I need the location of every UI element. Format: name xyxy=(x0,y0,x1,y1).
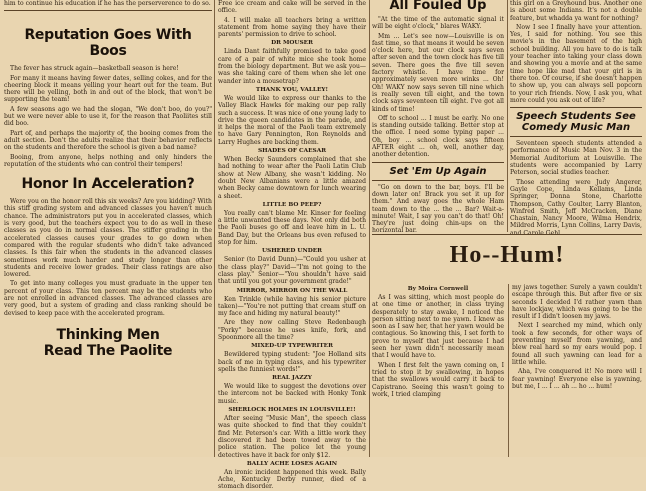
gossip-item xyxy=(218,40,366,84)
gossip-item xyxy=(218,461,366,491)
item-text: Senior (to David Dunn)—"Could you usher at the class play?" David—"I'm not going to the class play." Senior—"You shouldn't have said that until you got your government grade!" xyxy=(218,256,366,286)
item-subhead: SHERLOCK HOLMES IN LOUISVILLE!! xyxy=(228,407,356,414)
column-rule xyxy=(369,0,370,457)
paragraph: To get into many colleges you must graduate in the upper ten percent of your class. This ten percent may be the students who are not enrolled in advanced classes. The advanced classes are very good, but a system of grading and class ranking should be devised to keep pace with the accelerated program. xyxy=(4,280,212,317)
top-fragment: Free ice cream and cake will be served in the office. xyxy=(218,0,366,15)
item-subhead: LITTLE BO PEEP? xyxy=(262,201,322,208)
gossip-item xyxy=(218,202,366,246)
item-subhead: MIRROR, MIRROR ON THE WALL xyxy=(236,287,348,294)
gossip-item xyxy=(218,288,366,318)
divider xyxy=(372,234,642,235)
item-text: We would like to suggest the devotions over the intercom not be backed with Honky Tonk music. xyxy=(218,383,366,405)
column-rule xyxy=(507,0,508,232)
paragraph: "Go on down to the bar, boys. I'll be down later on! Brack you set it up for them." And away goes the whole Ham team down to the ... the ... Bar? Wait-a-minute! Wait, I say you can't do that! Oh! They're just doing chin-ups on the horizontal bar. xyxy=(372,183,504,235)
gossip-item xyxy=(218,343,366,373)
headline-honor: Honor In Acceleration? xyxy=(21,176,195,193)
top-fragment: him to continue his education if he has the perserverence to do so. xyxy=(4,0,211,7)
divider xyxy=(372,180,504,181)
headline-thinking-men: Thinking Men Read The Paolite xyxy=(43,326,173,359)
paragraph: Seventeen speech students attended a performance of Music Man Nov. 3 in the Memorial Auditorium at Louisville. The students were accompanied by Larry Peterson, social studies teacher. xyxy=(510,140,642,177)
item-text: Linda Dant faithfully promised to take good care of a pair of white mice she took home from the biology department. But we ask you—was she taking care of them when she let one wander into a mousetrap? xyxy=(218,48,366,85)
paragraph: Next I searched my mind, which only took a few seconds, for other ways of preventing myself from yawning, and blew real hard so my ears would pop. I found all such yawning can lead for a little while. xyxy=(512,322,642,366)
headline-speech-students: Speech Students See Comedy Music Man xyxy=(516,111,636,134)
item-text: After seeing "Music Man", the speech class was quite shocked to find that they couldn't find Mr. Peterson's car. With a little work they discovered it had been towed away to the police station. The police let the young detectives have it back for only $12. xyxy=(218,415,366,459)
column-rule xyxy=(214,0,215,457)
paragraph: For many it means having fewer dates, selling cokes, and for the cheering block it means yelling your heart out for the team. But there will be yelling, both in and out of the block, that won't be supporting the team! xyxy=(4,74,212,104)
item-subhead: SHADES OF CAESAR xyxy=(257,148,327,155)
article-reputation xyxy=(4,65,212,168)
divider xyxy=(4,10,212,11)
item-text: When Becky Saunders complained that she had nothing to wear after the Paoli Latin Club show at New Albany, she wasn't kidding. No doubt New Albanians were a little amazed when Becky came downtown for lunch wearing a sheet. xyxy=(218,156,366,200)
item-subhead: MIXED-UP TYPEWRITER xyxy=(251,343,333,350)
ho-hum-right xyxy=(512,284,642,392)
headline-fouled-up: All Fouled Up xyxy=(389,0,487,13)
paragraph: Those attending were Judy Angerer, Gayle Cope, Linda Kellams, Linda Springer, Donna Stone, Charlotte Thompson, Cathy Coulter, Larry Blanton, Winfred Smith, Jeff McCracken, Diane Chastain, Nancy Moore, Wilma Hendrix, Mildred Morris, Lynn Collins, Larry Davis, xyxy=(510,178,642,230)
divider xyxy=(510,107,642,108)
paragraph: Part of, and perhaps the majority of, the booing comes from the adult section. Don't the adults realize that their behavior reflects on the students and therefore the school is given a bad name? xyxy=(4,129,212,152)
gossip-item xyxy=(218,319,366,341)
paragraph: Booing, from anyone, helps nothing and only hinders the reputation of the students who can control their tempers! xyxy=(4,153,212,168)
column-editorials xyxy=(4,0,212,359)
item-text: We would like to express our thanks to the Valley Black Hawks for making our pep rally such a success. It was nice of one young lady to drive the queen candidates in the parade, and it helps the moral of the Paoli team extremely to have Gary Pennington, Ron Reynolds and Larry Hughes are backing them. xyxy=(218,94,366,146)
gossip-item xyxy=(218,375,366,405)
paragraph: As I was sitting, which most people do at one time or another, in class trying desperately to stay awake, I noticed the person sitting next to me yawn. I knew as soon as I saw her, that her yawn would be contagious. So knowing this, I set forth to prove to myself that just because I had seen her yawn didn't necessarily mean that I would have to. xyxy=(372,294,504,360)
item-subhead: BALLY ACHE LOSES AGAIN xyxy=(246,460,338,467)
article-ho-hum xyxy=(372,236,642,457)
item-text: Ken Trinkle (while having his senior picture taken)—"You're not putting that cream stuff on my face and hiding my natural beauty!" xyxy=(218,295,366,318)
column-speech xyxy=(510,0,642,232)
paragraph: Aha, I've conquered it! No more will I fear yawning! Everyone else is yawning, but me, I ... I ... ah ... ho ... hum! xyxy=(512,368,642,390)
paragraph: The fever has struck again—basketball season is here! xyxy=(10,65,179,73)
divider xyxy=(510,136,642,137)
item-text: Bewildered typing student: "Joe Holland sits back of me in typing class, and his typewriter spells the funniest words!" xyxy=(218,351,366,373)
item-subhead: REAL JAZZY xyxy=(272,375,312,382)
paragraph: A few seasons ago we had the slogan, "We don't boo, do you?" but we were never able to use it, for the reason that Paoliites still did boo. xyxy=(4,105,212,128)
paragraph: my jaws together. Surely a yawn couldn't escape through this. But after five or six seconds I decided I'd rather yawn than have lockjaw, which was going to be the result if I didn't loosen my jaws. xyxy=(512,284,642,321)
paragraph: this girl on a Greyhound bus. Another one is about some Indians. It's not a double feature, but whadda ya want for nothing? xyxy=(510,0,642,22)
item-subhead: USHERED UNDER xyxy=(261,248,323,255)
paragraph: Mm ... Let's see now—Louisville is on fast time, so that means it would be seven o'clock here, but our clock says seven after seven and the town clock has five till seven. There goes the five till seven factory whistle. I have time for approximately seven more winks ... Oh! Oh! WAKY now says seven till nine which is really seven till eight, and the town clock says seventeen till eight. I've got all kinds of time! xyxy=(372,32,504,113)
item-text: Are they now calling Steve Redenbaugh "Porky" because he uses knife, fork, and Spoonmore all the time? xyxy=(218,319,366,341)
item-subhead: THANK YOU, VALLEY! xyxy=(255,86,329,93)
divider xyxy=(372,162,504,163)
item-text: You really can't blame Mr. Kinser for feeling a little unwanted these days. Not only did both the Paoli buses go off and leave him in L. U. Band Day, but the Orleans bus even refused to stop for him. xyxy=(218,209,366,247)
gossip-item xyxy=(218,148,366,200)
column-gossip xyxy=(218,0,366,491)
byline: By Moira Cornwell xyxy=(407,286,469,292)
article-honor xyxy=(4,198,212,317)
headline-reputation: Reputation Goes With Boos xyxy=(24,27,192,60)
item-subhead: DR MOUSER xyxy=(271,40,313,47)
paragraph: When I first felt the yawn coming on, I tried to stop it by swallowing, in hopes that the swallows would carry it back to Capistrano. Seeing this wasn't going to work, I tried clamping xyxy=(372,361,504,398)
paragraph: 4. I will make all teachers bring a written statement from home saying they have their parents' permission to drive to school. xyxy=(218,16,366,39)
column-features xyxy=(372,0,504,235)
item-text: An ironic incident happened this week. Bally Ache, Kentucky Derby runner, died of a stomach disorder. xyxy=(218,468,366,491)
headline-set-em-up: Set 'Em Up Again xyxy=(389,165,487,177)
ho-hum-left xyxy=(372,284,504,400)
gossip-item xyxy=(218,407,366,459)
gossip-item xyxy=(218,248,366,285)
paragraph: Now I see I finally have your attention. Yes, I said for nothing. You see this movie's in the basement of the high school building. All you have to do is talk your teacher into taking your class down and showing you a movie and at the same time hope like mad that your girl is in there too. Of course, if she doesn't happen to show up, you can always sell popcorn to your rich friends. Now, I ask you, what more could you ask out of life? xyxy=(510,23,642,104)
gossip-item xyxy=(218,87,366,146)
paragraph: Off to school ... I must be early. No one is standing outside talking. Better stop at the office. I need some typing paper ... Oh, boy ... school clock says fifteen AFTER eight ... oh, well, another day, another detention. xyxy=(372,114,504,159)
paragraph: "At the time of the automatic signal it will be eight o'clock," blares WAKY. xyxy=(372,16,504,31)
column-rule xyxy=(508,284,509,457)
headline-ho-hum: Ho--Hum! xyxy=(449,242,565,268)
paragraph: Were you on the honor roll this six weeks? Are you kidding? With this stiff grading system and advanced classes you haven't much chance. The administrators put you in accelerated classes, which is very good, but the teachers expect you to do as well in these classes as you do in normal classes. The stiffer grading in the accelerated classes causes your grades to go down when compared with the regular students who didn't take advanced classes. Is this fair when the students in the advanced classes sometimes work much harder and study longer than other students and receive lower grades. Their class ratings are also lowered. xyxy=(4,198,212,279)
